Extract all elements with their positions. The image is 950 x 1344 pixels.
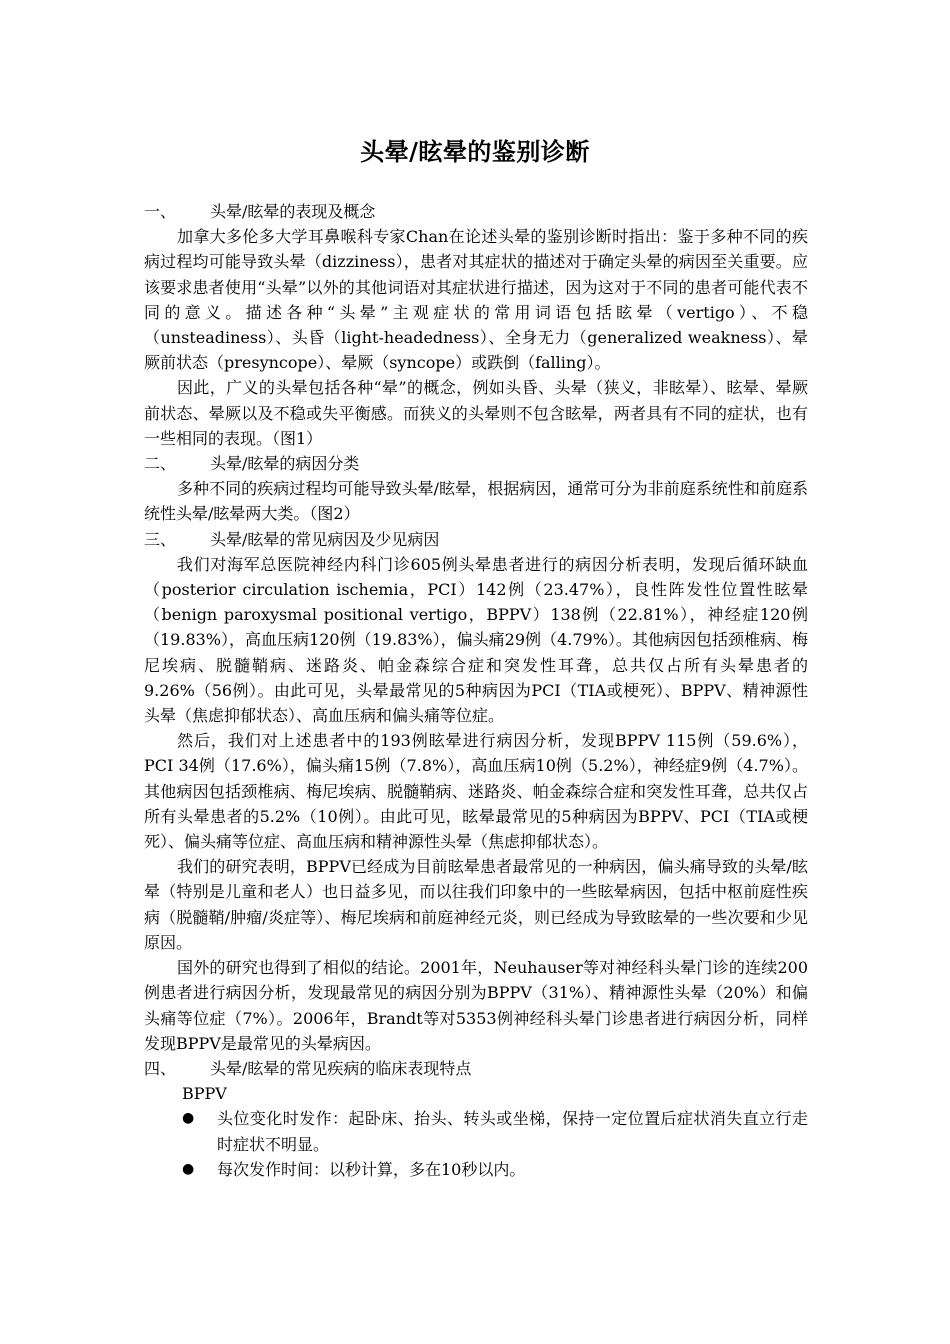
- section-number: 一、: [144, 202, 177, 221]
- list-item: [144, 1106, 808, 1156]
- page-title: 头晕/眩晕的鉴别诊断: [360, 137, 590, 166]
- section-title: 头晕/眩晕的常见病因及少见病因: [210, 529, 440, 549]
- subheading-bppv: BPPV: [182, 1084, 227, 1104]
- section-heading-4: [144, 1056, 808, 1081]
- section-title: 头晕/眩晕的病因分类: [210, 454, 360, 474]
- paragraph: 多种不同的疾病过程均可能导致头晕/眩晕，根据病因，通常可分为非前庭系统性和前庭系统性头晕/眩晕两大类。（图2）: [144, 479, 808, 524]
- section-heading-3: [144, 527, 808, 552]
- paragraph: 然后，我们对上述患者中的193例眩晕进行病因分析，发现BPPV 115例（59.6%），PCI 34例（17.6%），偏头痛15例（7.8%），高血压病10例（5.2%），神经症9例（4.7%）。其他病因包括颈椎病、梅尼埃病、脱髓鞘病、迷路炎、帕金森综合症和突发性耳聋，总共仅占所有头晕患者的5.2%（10例）。由此可见，眩晕最常见的5种病因为BPPV、PCI（TIA或梗死）、偏头痛等位症、高血压病和精神源性头晕（焦虑抑郁状态）。: [144, 731, 808, 852]
- section-number: 二、: [144, 454, 177, 474]
- paragraph: 我们对海军总医院神经内科门诊605例头晕患者进行的病因分析表明，发现后循环缺血（posterior circulation ischemia，PCI）142例（23.47%），良性阵发性位置性眩晕（benign paroxysmal positional vertigo，BPPV）138例（22.81%），神经症120例（19.83%），高血压病120例（19.83%），偏头痛29例（4.79%）。其他病因包括颈椎病、梅尼埃病、脱髓鞘病、迷路炎、帕金森综合症和突发性耳聋，总共仅占所有头晕患者的9.26%（56例）。由此可见，头晕最常见的5种病因为PCI（TIA或梗死）、BPPV、精神源性头晕（焦虑抑郁状态）、高血压病和偏头痛等位症。: [144, 554, 808, 726]
- paragraph: 加拿大多伦多大学耳鼻喉科专家Chan在论述头晕的鉴别诊断时指出：鉴于多种不同的疾病过程均可能导致头晕（dizziness），患者对其症状的描述对于确定头晕的病因至关重要。应该要求患者使用“头晕”以外的其他词语对其症状进行描述，因为这对于不同的患者可能代表不同的意义。描述各种“头晕”主观症状的常用词语包括眩晕（vertigo）、不稳（unsteadiness）、头昏（light-headedness）、全身无力（generalized weakness）、晕厥前状态（presyncope）、晕厥（syncope）或跌倒（falling）。: [144, 227, 808, 373]
- list-item-text: 头位变化时发作：起卧床、抬头、转头或坐梯，保持一定位置后症状消失直立行走时症状不明显。: [217, 1109, 808, 1154]
- list-item: [144, 1157, 808, 1182]
- paragraph: 我们的研究表明，BPPV已经成为目前眩晕患者最常见的一种病因，偏头痛导致的头晕/眩晕（特别是儿童和老人）也日益多见，而以往我们印象中的一些眩晕病因，包括中枢前庭性疾病（脱髓鞘/肿瘤/炎症等）、梅尼埃病和前庭神经元炎，则已经成为导致眩晕的一些次要和少见原因。: [144, 857, 808, 952]
- document-body: [144, 199, 808, 1182]
- bullet-icon: ●: [182, 1110, 195, 1127]
- section-title: 头晕/眩晕的常见疾病的临床表现特点: [210, 1058, 472, 1078]
- paragraph: 国外的研究也得到了相似的结论。2001年，Neuhauser等对神经科头晕门诊的连续200例患者进行病因分析，发现最常见的病因分别为BPPV（31%）、精神源性头晕（20%）和偏头痛等位症（7%）。2006年，Brandt等对5353例神经科头晕门诊患者进行病因分析，同样发现BPPV是最常见的头晕病因。: [144, 958, 808, 1053]
- section-heading-1: [144, 199, 808, 224]
- bullet-list: [144, 1106, 808, 1182]
- list-item-text: 每次发作时间：以秒计算，多在10秒以内。: [217, 1159, 526, 1179]
- paragraph: 因此，广义的头晕包括各种“晕”的概念，例如头昏、头晕（狭义，非眩晕）、眩晕、晕厥前状态、晕厥以及不稳或失平衡感。而狭义的头晕则不包含眩晕，两者具有不同的症状，也有一些相同的表现。（图1）: [144, 378, 808, 448]
- section-number: 三、: [144, 529, 177, 549]
- section-heading-2: [144, 451, 808, 476]
- section-number: 四、: [144, 1058, 177, 1078]
- bullet-icon: ●: [182, 1160, 195, 1177]
- section-title: 头晕/眩晕的表现及概念: [210, 202, 376, 221]
